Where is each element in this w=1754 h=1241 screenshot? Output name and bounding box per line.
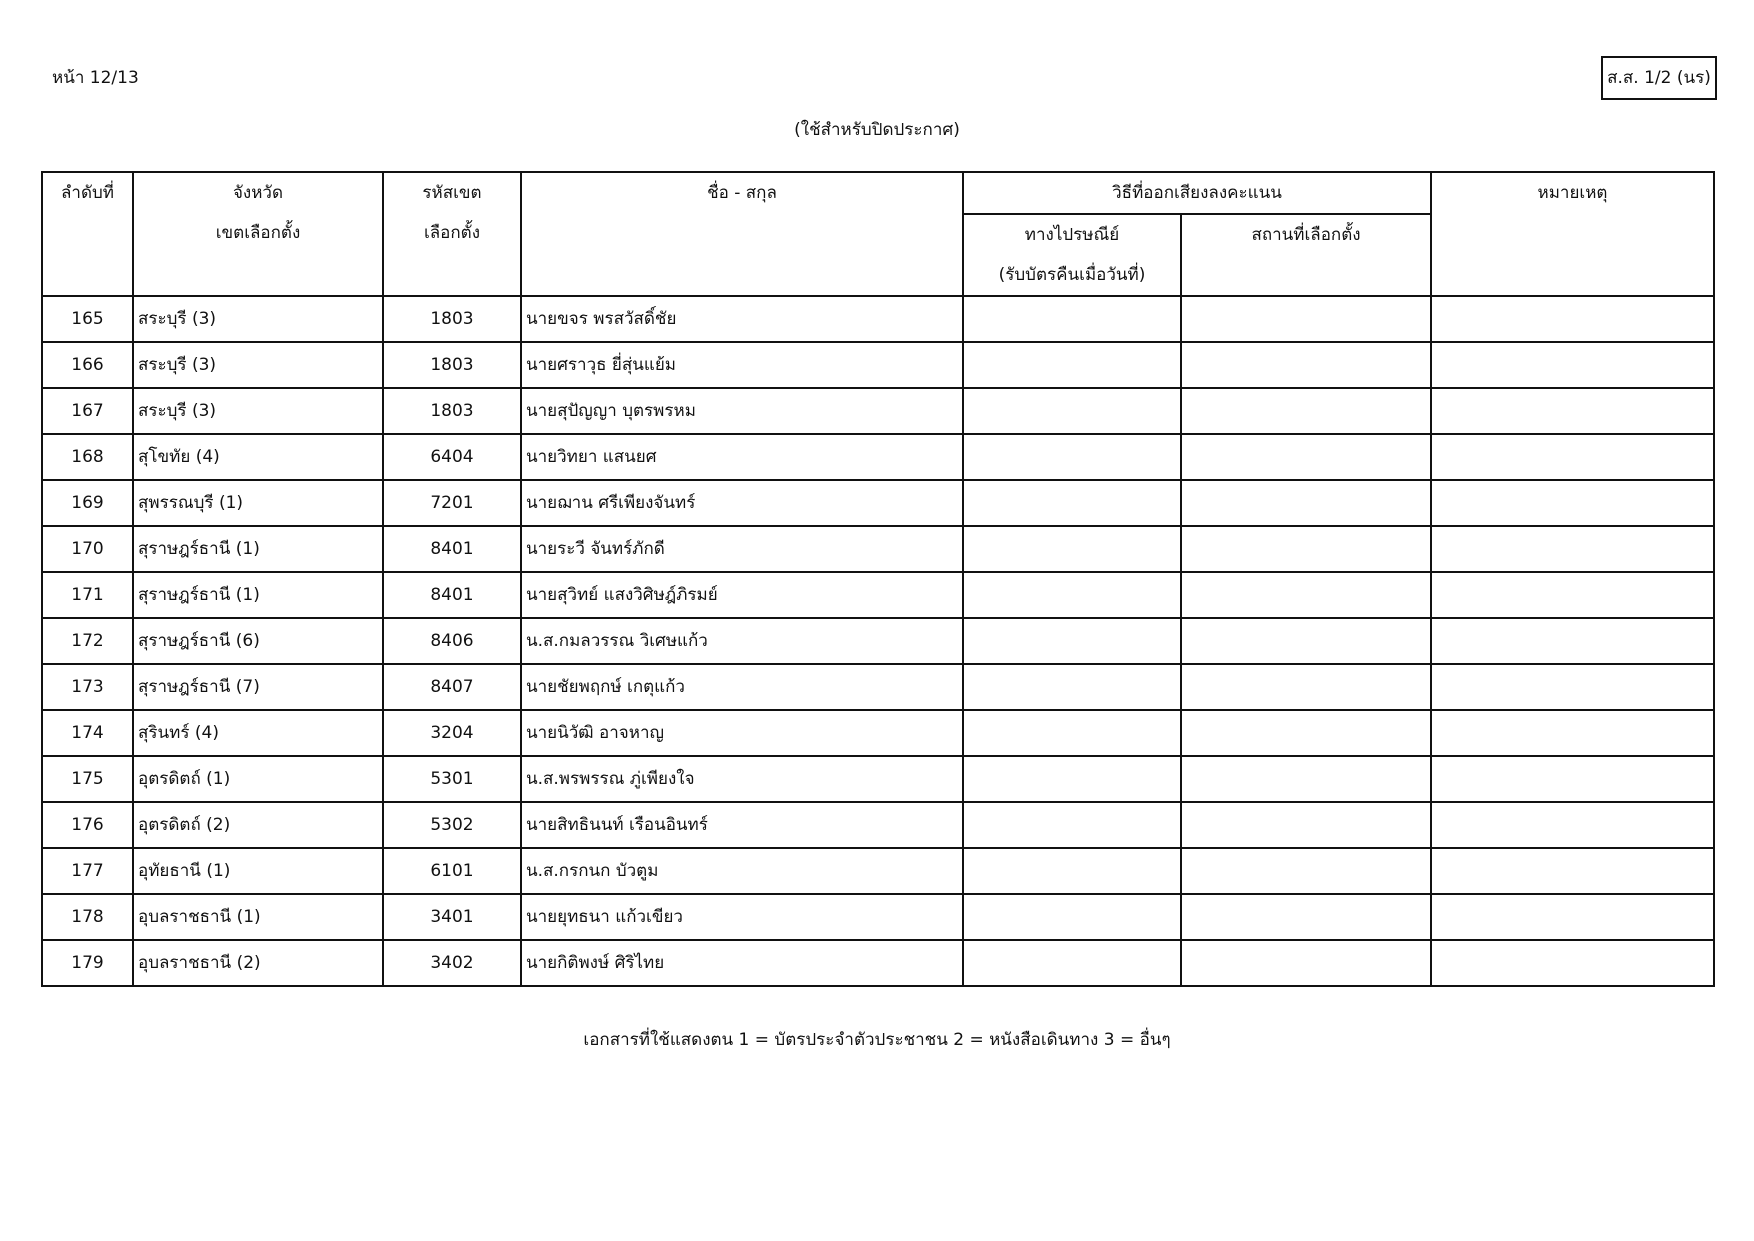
cell-polling-place <box>1181 802 1431 848</box>
cell-postal <box>963 342 1181 388</box>
table-row <box>42 296 1714 342</box>
cell-no: 175 <box>42 756 133 802</box>
col-header-postal-line2: (รับบัตรคืนเมื่อวันที่) <box>998 265 1146 285</box>
col-header-remarks <box>1431 172 1714 296</box>
cell-name: นายระวี จันทร์ภักดี <box>521 526 963 572</box>
cell-remarks <box>1431 296 1714 342</box>
cell-remarks <box>1431 480 1714 526</box>
col-header-remarks-label: หมายเหตุ <box>1537 183 1608 203</box>
cell-province: อุทัยธานี (1) <box>133 848 383 894</box>
cell-province: อุตรดิตถ์ (2) <box>133 802 383 848</box>
table-row <box>42 756 1714 802</box>
cell-name: น.ส.กรกนก บัวตูม <box>521 848 963 894</box>
cell-province: สระบุรี (3) <box>133 388 383 434</box>
cell-polling-place <box>1181 296 1431 342</box>
table-row <box>42 710 1714 756</box>
cell-district-code: 3204 <box>383 710 521 756</box>
col-header-code-line1: รหัสเขต <box>422 183 482 203</box>
table-header <box>42 172 1714 296</box>
col-header-name <box>521 172 963 296</box>
cell-name: นายกิติพงษ์ ศิริไทย <box>521 940 963 986</box>
cell-polling-place <box>1181 434 1431 480</box>
col-header-province-line2: เขตเลือกตั้ง <box>215 223 301 243</box>
identity-document-note: เอกสารที่ใช้แสดงตน 1 = บัตรประจำตัวประชาชน 2 = หนังสือเดินทาง 3 = อื่นๆ <box>583 1030 1171 1050</box>
cell-district-code: 1803 <box>383 342 521 388</box>
table-row <box>42 618 1714 664</box>
cell-district-code: 7201 <box>383 480 521 526</box>
cell-name: น.ส.กมลวรรณ วิเศษแก้ว <box>521 618 963 664</box>
cell-polling-place <box>1181 664 1431 710</box>
cell-province: สุราษฎร์ธานี (1) <box>133 572 383 618</box>
cell-district-code: 3401 <box>383 894 521 940</box>
col-header-district-code <box>383 172 521 296</box>
cell-name: นายชัยพฤกษ์ เกตุแก้ว <box>521 664 963 710</box>
cell-postal <box>963 480 1181 526</box>
cell-remarks <box>1431 710 1714 756</box>
table-row <box>42 526 1714 572</box>
cell-remarks <box>1431 342 1714 388</box>
cell-no: 171 <box>42 572 133 618</box>
col-header-no <box>42 172 133 296</box>
cell-remarks <box>1431 434 1714 480</box>
cell-name: นายขจร พรสวัสดิ์ชัย <box>521 296 963 342</box>
cell-postal <box>963 664 1181 710</box>
cell-no: 174 <box>42 710 133 756</box>
col-header-postal-line1: ทางไปรษณีย์ <box>1024 225 1120 245</box>
table-body <box>42 296 1714 986</box>
table-row <box>42 480 1714 526</box>
cell-district-code: 5301 <box>383 756 521 802</box>
cell-name: น.ส.พรพรรณ ภู่เพียงใจ <box>521 756 963 802</box>
cell-postal <box>963 940 1181 986</box>
table-row <box>42 572 1714 618</box>
cell-district-code: 1803 <box>383 296 521 342</box>
cell-polling-place <box>1181 388 1431 434</box>
col-header-voting-method-label: วิธีที่ออกเสียงลงคะแนน <box>1112 183 1282 203</box>
voter-roster-table <box>41 171 1715 987</box>
page-number: หน้า 12/13 <box>52 68 139 88</box>
cell-province: สุพรรณบุรี (1) <box>133 480 383 526</box>
cell-no: 172 <box>42 618 133 664</box>
cell-province: อุบลราชธานี (1) <box>133 894 383 940</box>
cell-postal <box>963 526 1181 572</box>
cell-no: 177 <box>42 848 133 894</box>
cell-district-code: 1803 <box>383 388 521 434</box>
cell-postal <box>963 710 1181 756</box>
cell-name: นายสุปัญญา บุตรพรหม <box>521 388 963 434</box>
cell-name: นายฌาน ศรีเพียงจันทร์ <box>521 480 963 526</box>
cell-name: นายสุวิทย์ แสงวิศิษฎ์ภิรมย์ <box>521 572 963 618</box>
form-code-box: ส.ส. 1/2 (นร) <box>1601 56 1717 100</box>
cell-polling-place <box>1181 618 1431 664</box>
cell-no: 170 <box>42 526 133 572</box>
cell-postal <box>963 894 1181 940</box>
cell-province: สุราษฎร์ธานี (1) <box>133 526 383 572</box>
col-header-polling-place <box>1181 214 1431 296</box>
cell-remarks <box>1431 848 1714 894</box>
cell-postal <box>963 802 1181 848</box>
cell-no: 176 <box>42 802 133 848</box>
cell-polling-place <box>1181 756 1431 802</box>
cell-province: อุตรดิตถ์ (1) <box>133 756 383 802</box>
cell-postal <box>963 848 1181 894</box>
cell-postal <box>963 388 1181 434</box>
cell-polling-place <box>1181 572 1431 618</box>
cell-remarks <box>1431 894 1714 940</box>
cell-name: นายนิวัฒิ อาจหาญ <box>521 710 963 756</box>
cell-name: นายศราวุธ ยี่สุ่นแย้ม <box>521 342 963 388</box>
table-row <box>42 388 1714 434</box>
cell-district-code: 5302 <box>383 802 521 848</box>
cell-province: สระบุรี (3) <box>133 296 383 342</box>
table-row <box>42 848 1714 894</box>
col-header-province-line1: จังหวัด <box>232 183 284 203</box>
col-header-code-line2: เลือกตั้ง <box>423 223 481 243</box>
cell-remarks <box>1431 756 1714 802</box>
cell-no: 167 <box>42 388 133 434</box>
col-header-province <box>133 172 383 296</box>
col-header-polling-place-label: สถานที่เลือกตั้ง <box>1251 225 1361 245</box>
cell-remarks <box>1431 802 1714 848</box>
cell-remarks <box>1431 618 1714 664</box>
cell-no: 179 <box>42 940 133 986</box>
cell-province: สุโขทัย (4) <box>133 434 383 480</box>
cell-remarks <box>1431 526 1714 572</box>
cell-remarks <box>1431 572 1714 618</box>
cell-no: 166 <box>42 342 133 388</box>
cell-no: 178 <box>42 894 133 940</box>
cell-polling-place <box>1181 940 1431 986</box>
cell-province: อุบลราชธานี (2) <box>133 940 383 986</box>
cell-district-code: 8407 <box>383 664 521 710</box>
table-row <box>42 664 1714 710</box>
cell-postal <box>963 434 1181 480</box>
cell-polling-place <box>1181 526 1431 572</box>
cell-postal <box>963 756 1181 802</box>
cell-name: นายยุทธนา แก้วเขียว <box>521 894 963 940</box>
cell-name: นายสิทธินนท์ เรือนอินทร์ <box>521 802 963 848</box>
table-row <box>42 342 1714 388</box>
cell-polling-place <box>1181 480 1431 526</box>
cell-province: สุรินทร์ (4) <box>133 710 383 756</box>
cell-remarks <box>1431 664 1714 710</box>
table-row <box>42 894 1714 940</box>
col-header-voting-method <box>963 172 1431 214</box>
col-header-postal <box>963 214 1181 296</box>
cell-no: 169 <box>42 480 133 526</box>
cell-postal <box>963 572 1181 618</box>
col-header-name-label: ชื่อ - สกุล <box>707 183 777 203</box>
document-subtitle: (ใช้สำหรับปิดประกาศ) <box>794 120 960 140</box>
cell-province: สระบุรี (3) <box>133 342 383 388</box>
cell-province: สุราษฎร์ธานี (6) <box>133 618 383 664</box>
cell-no: 168 <box>42 434 133 480</box>
cell-name: นายวิทยา แสนยศ <box>521 434 963 480</box>
cell-postal <box>963 618 1181 664</box>
cell-district-code: 6101 <box>383 848 521 894</box>
cell-no: 173 <box>42 664 133 710</box>
cell-district-code: 8401 <box>383 526 521 572</box>
cell-district-code: 8401 <box>383 572 521 618</box>
cell-polling-place <box>1181 894 1431 940</box>
cell-polling-place <box>1181 710 1431 756</box>
table-row <box>42 434 1714 480</box>
cell-no: 165 <box>42 296 133 342</box>
table-row <box>42 802 1714 848</box>
cell-district-code: 3402 <box>383 940 521 986</box>
cell-remarks <box>1431 940 1714 986</box>
cell-remarks <box>1431 388 1714 434</box>
cell-district-code: 6404 <box>383 434 521 480</box>
col-header-no-label: ลำดับที่ <box>60 183 114 203</box>
cell-polling-place <box>1181 848 1431 894</box>
cell-province: สุราษฎร์ธานี (7) <box>133 664 383 710</box>
cell-polling-place <box>1181 342 1431 388</box>
cell-postal <box>963 296 1181 342</box>
table-row <box>42 940 1714 986</box>
cell-district-code: 8406 <box>383 618 521 664</box>
